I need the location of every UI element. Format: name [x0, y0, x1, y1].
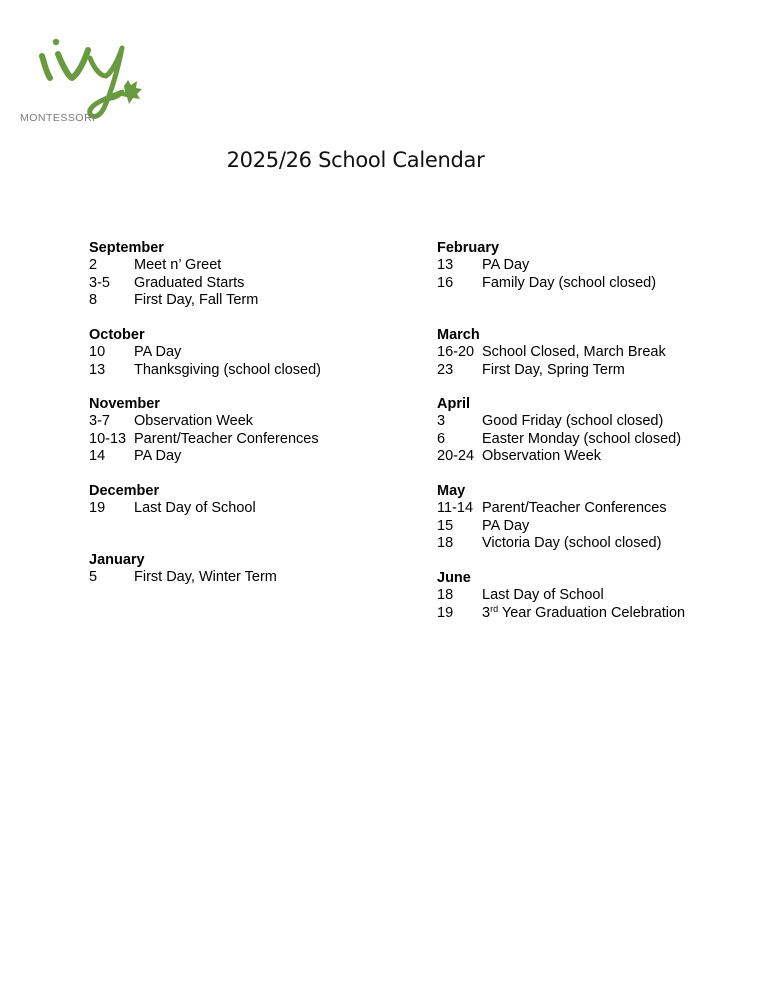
event-label: Observation Week [482, 447, 602, 464]
event-row [89, 292, 258, 309]
ordinal-number: 3 [482, 604, 491, 621]
month-heading: April [437, 396, 471, 412]
month-june [437, 570, 685, 622]
month-heading: May [437, 483, 466, 499]
event-label: Good Friday (school closed) [482, 413, 664, 430]
month-heading: November [89, 396, 160, 412]
event-date: 11-14 [437, 500, 474, 517]
event-date: 20-24 [437, 447, 475, 464]
event-date: 5 [89, 569, 98, 586]
event-date: 3-7 [89, 413, 110, 430]
month-heading: June [437, 570, 471, 586]
event-date: 2 [89, 257, 98, 274]
event-date: 3 [437, 413, 446, 430]
event-row [437, 605, 685, 622]
event-row [89, 448, 319, 465]
event-row [437, 344, 666, 361]
month-january [89, 552, 277, 587]
event-label: First Day, Spring Term [482, 361, 625, 378]
event-date: 8 [89, 291, 98, 308]
event-row [437, 587, 685, 604]
event-date: 13 [89, 361, 106, 378]
event-date: 16 [437, 274, 454, 291]
month-april [437, 396, 681, 465]
month-february [437, 240, 656, 292]
event-row [89, 413, 319, 430]
event-date: 19 [89, 500, 106, 517]
month-heading: January [89, 552, 145, 568]
event-date: 13 [437, 257, 454, 274]
event-row [437, 413, 681, 430]
month-september [89, 240, 258, 309]
event-label: Parent/Teacher Conferences [482, 500, 667, 517]
event-label: Easter Monday (school closed) [482, 430, 682, 447]
event-row [89, 362, 321, 379]
event-label: Meet n’ Greet [134, 257, 222, 274]
month-heading: February [437, 240, 500, 256]
event-label: First Day, Fall Term [134, 291, 259, 308]
event-row [437, 535, 667, 552]
month-may [437, 483, 667, 552]
ivy-montessori-logo [8, 34, 148, 126]
event-row [89, 344, 321, 361]
event-date: 16-20 [437, 344, 475, 361]
event-label: PA Day [482, 517, 530, 534]
event-label: Last Day of School [134, 500, 256, 517]
event-row [89, 500, 256, 517]
event-date: 3-5 [89, 274, 110, 291]
event-date: 10-13 [89, 430, 127, 447]
event-label: PA Day [482, 257, 530, 274]
month-december [89, 483, 256, 518]
event-label: PA Day [134, 447, 182, 464]
event-label: Family Day (school closed) [482, 274, 657, 291]
event-label: PA Day [134, 344, 182, 361]
event-label: Graduated Starts [134, 274, 245, 291]
event-label: Thanksgiving (school closed) [134, 361, 321, 378]
event-label-rest: Year Graduation Celebration [498, 604, 686, 621]
event-label: Parent/Teacher Conferences [134, 430, 319, 447]
month-heading: September [89, 240, 164, 256]
event-date: 15 [437, 517, 454, 534]
event-date: 18 [437, 534, 454, 551]
month-heading: October [89, 327, 145, 343]
event-row [437, 275, 656, 292]
event-date: 19 [437, 604, 454, 621]
event-row [89, 257, 258, 274]
event-label: Observation Week [134, 413, 254, 430]
event-row [89, 569, 277, 586]
ordinal-suffix: rd [490, 603, 499, 614]
event-label: Victoria Day (school closed) [482, 534, 662, 551]
event-row [437, 518, 667, 535]
month-heading: December [89, 483, 160, 499]
logo-subtitle: MONTESSORI [20, 112, 96, 124]
event-label [482, 605, 685, 622]
month-november [89, 396, 319, 465]
month-october [89, 327, 321, 379]
event-label: Last Day of School [482, 587, 604, 604]
event-row [437, 500, 667, 517]
event-date: 23 [437, 361, 454, 378]
event-date: 18 [437, 587, 454, 604]
event-date: 14 [89, 447, 106, 464]
event-date: 10 [89, 344, 106, 361]
event-row [437, 257, 656, 274]
page-title: 2025/26 School Calendar [226, 148, 485, 172]
event-date: 6 [437, 430, 446, 447]
event-row [89, 431, 319, 448]
event-row [437, 362, 666, 379]
event-label: First Day, Winter Term [134, 569, 277, 586]
month-heading: March [437, 327, 480, 343]
event-label: School Closed, March Break [482, 344, 666, 361]
event-row [437, 448, 681, 465]
event-row [437, 431, 681, 448]
month-march [437, 327, 666, 379]
event-row [89, 275, 258, 292]
